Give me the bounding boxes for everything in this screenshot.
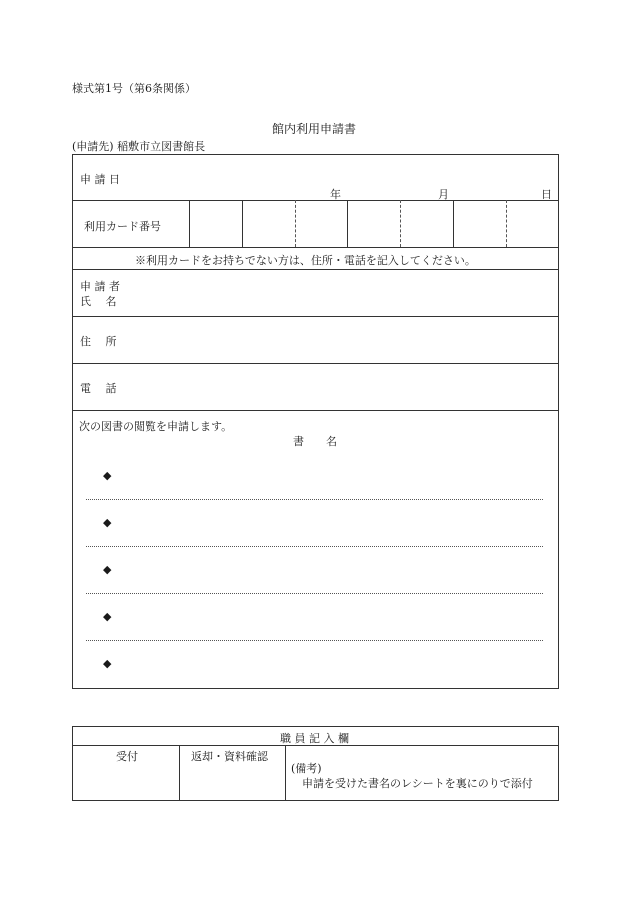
bullet-icon: ◆: [103, 469, 112, 482]
divider: [179, 745, 180, 801]
digit-divider: [295, 200, 296, 247]
phone-label: 電 話: [80, 382, 117, 395]
bullet-icon: ◆: [103, 657, 112, 670]
book-title-header: 書 名: [293, 435, 337, 448]
divider: [72, 269, 559, 270]
card-number-label: 利用カード番号: [84, 220, 161, 233]
year-label: 年: [330, 188, 341, 201]
entry-line: [86, 640, 543, 641]
bullet-icon: ◆: [103, 610, 112, 623]
received-label: 受付: [116, 750, 138, 763]
divider: [72, 247, 559, 248]
name-label: 氏 名: [80, 295, 117, 308]
date-label: 申 請 日: [80, 173, 120, 186]
entry-line: [86, 546, 543, 547]
month-label: 月: [438, 188, 449, 201]
divider: [72, 200, 559, 201]
divider: [189, 200, 190, 247]
recipient: (申請先) 稲敷市立図書館長: [72, 140, 206, 153]
entry-line: [86, 499, 543, 500]
divider: [72, 410, 559, 411]
staff-header: 職 員 記 入 欄: [280, 732, 349, 745]
page-title: 館内利用申請書: [272, 122, 357, 136]
divider: [72, 363, 559, 364]
remarks-label: (備考): [291, 762, 322, 775]
card-note: ※利用カードをお持ちでない方は、住所・電話を記入してください。: [135, 254, 476, 267]
digit-divider: [506, 200, 507, 247]
divider: [72, 745, 559, 746]
return-check-label: 返却・資料確認: [191, 750, 268, 763]
divider: [285, 745, 286, 801]
day-label: 日: [541, 188, 552, 201]
form-number: 様式第1号（第6条関係）: [72, 82, 196, 95]
digit-divider: [400, 200, 401, 247]
digit-divider: [242, 200, 243, 247]
applicant-label: 申 請 者: [80, 280, 120, 293]
bullet-icon: ◆: [103, 563, 112, 576]
entry-line: [86, 593, 543, 594]
request-text: 次の図書の閲覧を申請します。: [79, 420, 233, 433]
remarks-text: 申請を受けた書名のレシートを裏にのりで添付: [302, 777, 533, 790]
digit-divider: [347, 200, 348, 247]
divider: [72, 316, 559, 317]
address-label: 住 所: [80, 335, 117, 348]
bullet-icon: ◆: [103, 516, 112, 529]
digit-divider: [453, 200, 454, 247]
